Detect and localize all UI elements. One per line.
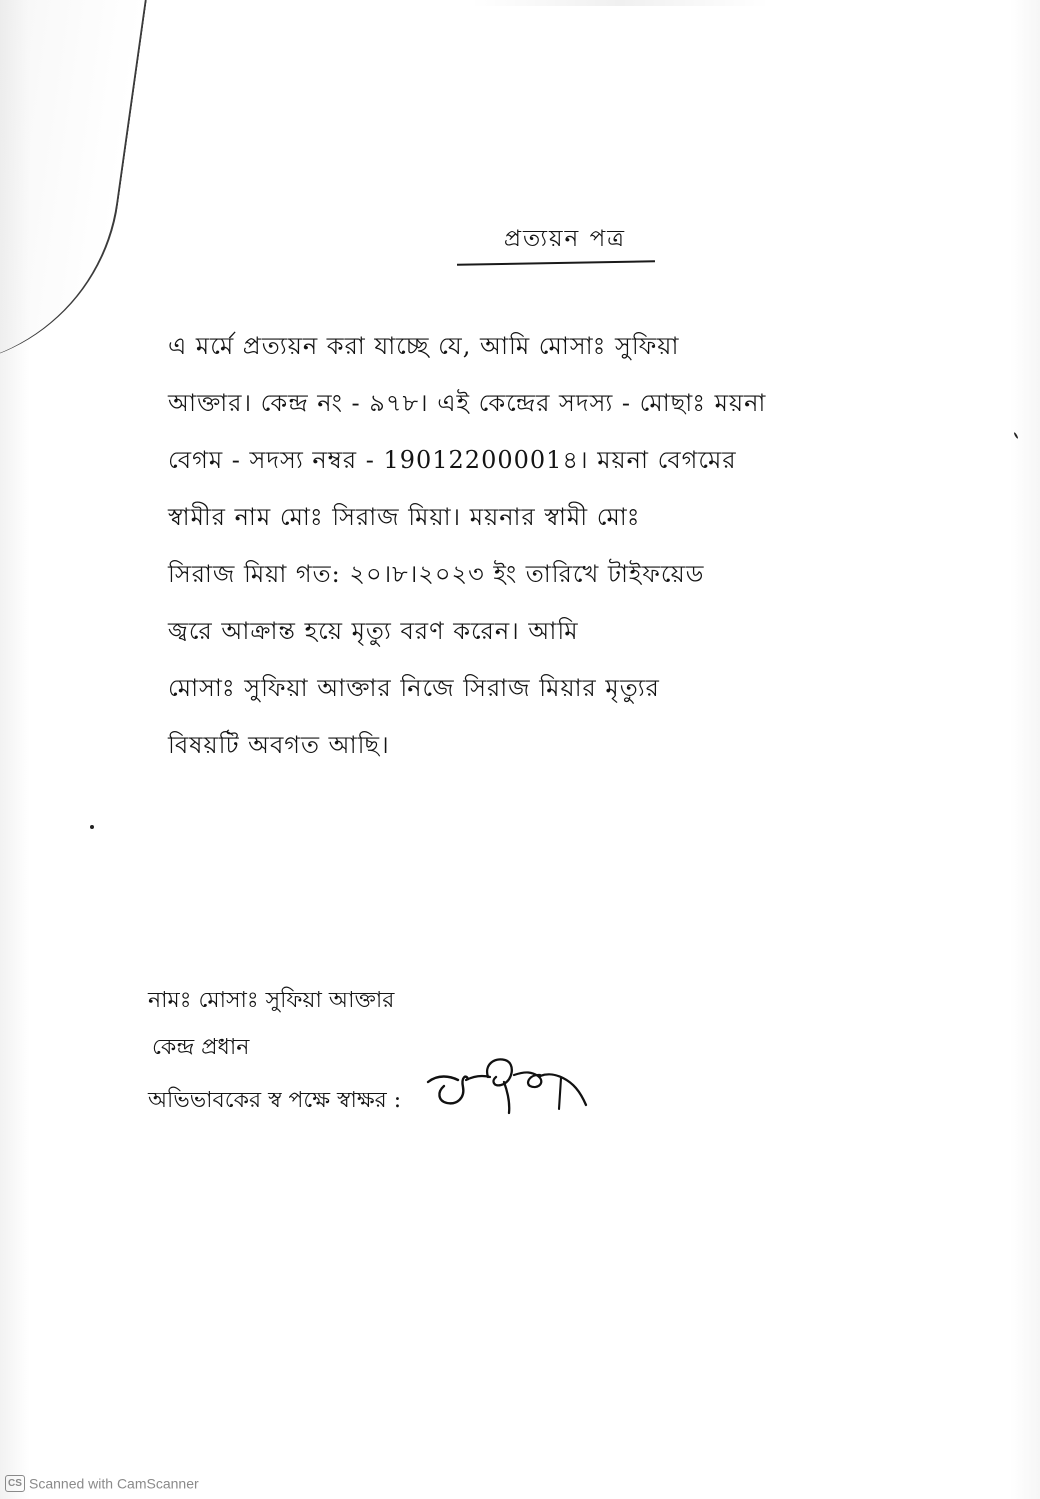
signature-scribble: [422, 1052, 594, 1122]
camscanner-logo-icon: CS: [5, 1475, 25, 1492]
handwritten-signature: [422, 1052, 594, 1122]
body-line: স্বামীর নাম মোঃ সিরাজ মিয়া। ময়নার স্বামী মোঃ: [168, 503, 641, 531]
watermark-text: Scanned with CamScanner: [29, 1475, 199, 1492]
body-line: বেগম - সদস্য নম্বর - 19012200001৪। ময়না বেগমের: [168, 446, 737, 474]
body-line: এ মর্মে প্রত্যয়ন করা যাচ্ছে যে, আমি মোসাঃ সুফিয়া: [168, 332, 680, 360]
page-curl-edge: [0, 0, 150, 391]
body-line: আক্তার। কেন্দ্র নং - ৯৭৮। এই কেন্দ্রের সদস্য - মোছাঃ ময়না: [168, 389, 767, 417]
scanner-watermark: [5, 1472, 199, 1492]
body-line: মোসাঃ সুফিয়া আক্তার নিজে সিরাজ মিয়ার মৃত্যুর: [168, 674, 660, 702]
ink-speck: [90, 825, 94, 829]
body-line: বিষয়টি অবগত আছি।: [168, 731, 390, 759]
signatory-name: নামঃ মোসাঃ সুফিয়া আক্তার: [148, 988, 395, 1013]
signatory-block: [148, 978, 848, 1116]
document-title: প্রত্যয়ন পত্র: [503, 226, 627, 252]
body-line: সিরাজ মিয়া গত: ২০।৮।২০২৩ ইং তারিখে টাইফয়েড: [168, 560, 705, 588]
body-line: জ্বরে আক্রান্ত হয়ে মৃত্যু বরণ করেন। আমি: [168, 617, 579, 645]
title-underline: [457, 260, 655, 265]
ink-speck: [1013, 432, 1018, 439]
signatory-role: কেন্দ্র প্রধান: [152, 1035, 250, 1060]
signature-line: [148, 1066, 848, 1116]
signature-label: অভিভাবকের স্ব পক্ষে স্বাক্ষর :: [148, 1088, 402, 1113]
scan-top-shadow: [470, 0, 770, 6]
certificate-body: [168, 318, 1008, 774]
